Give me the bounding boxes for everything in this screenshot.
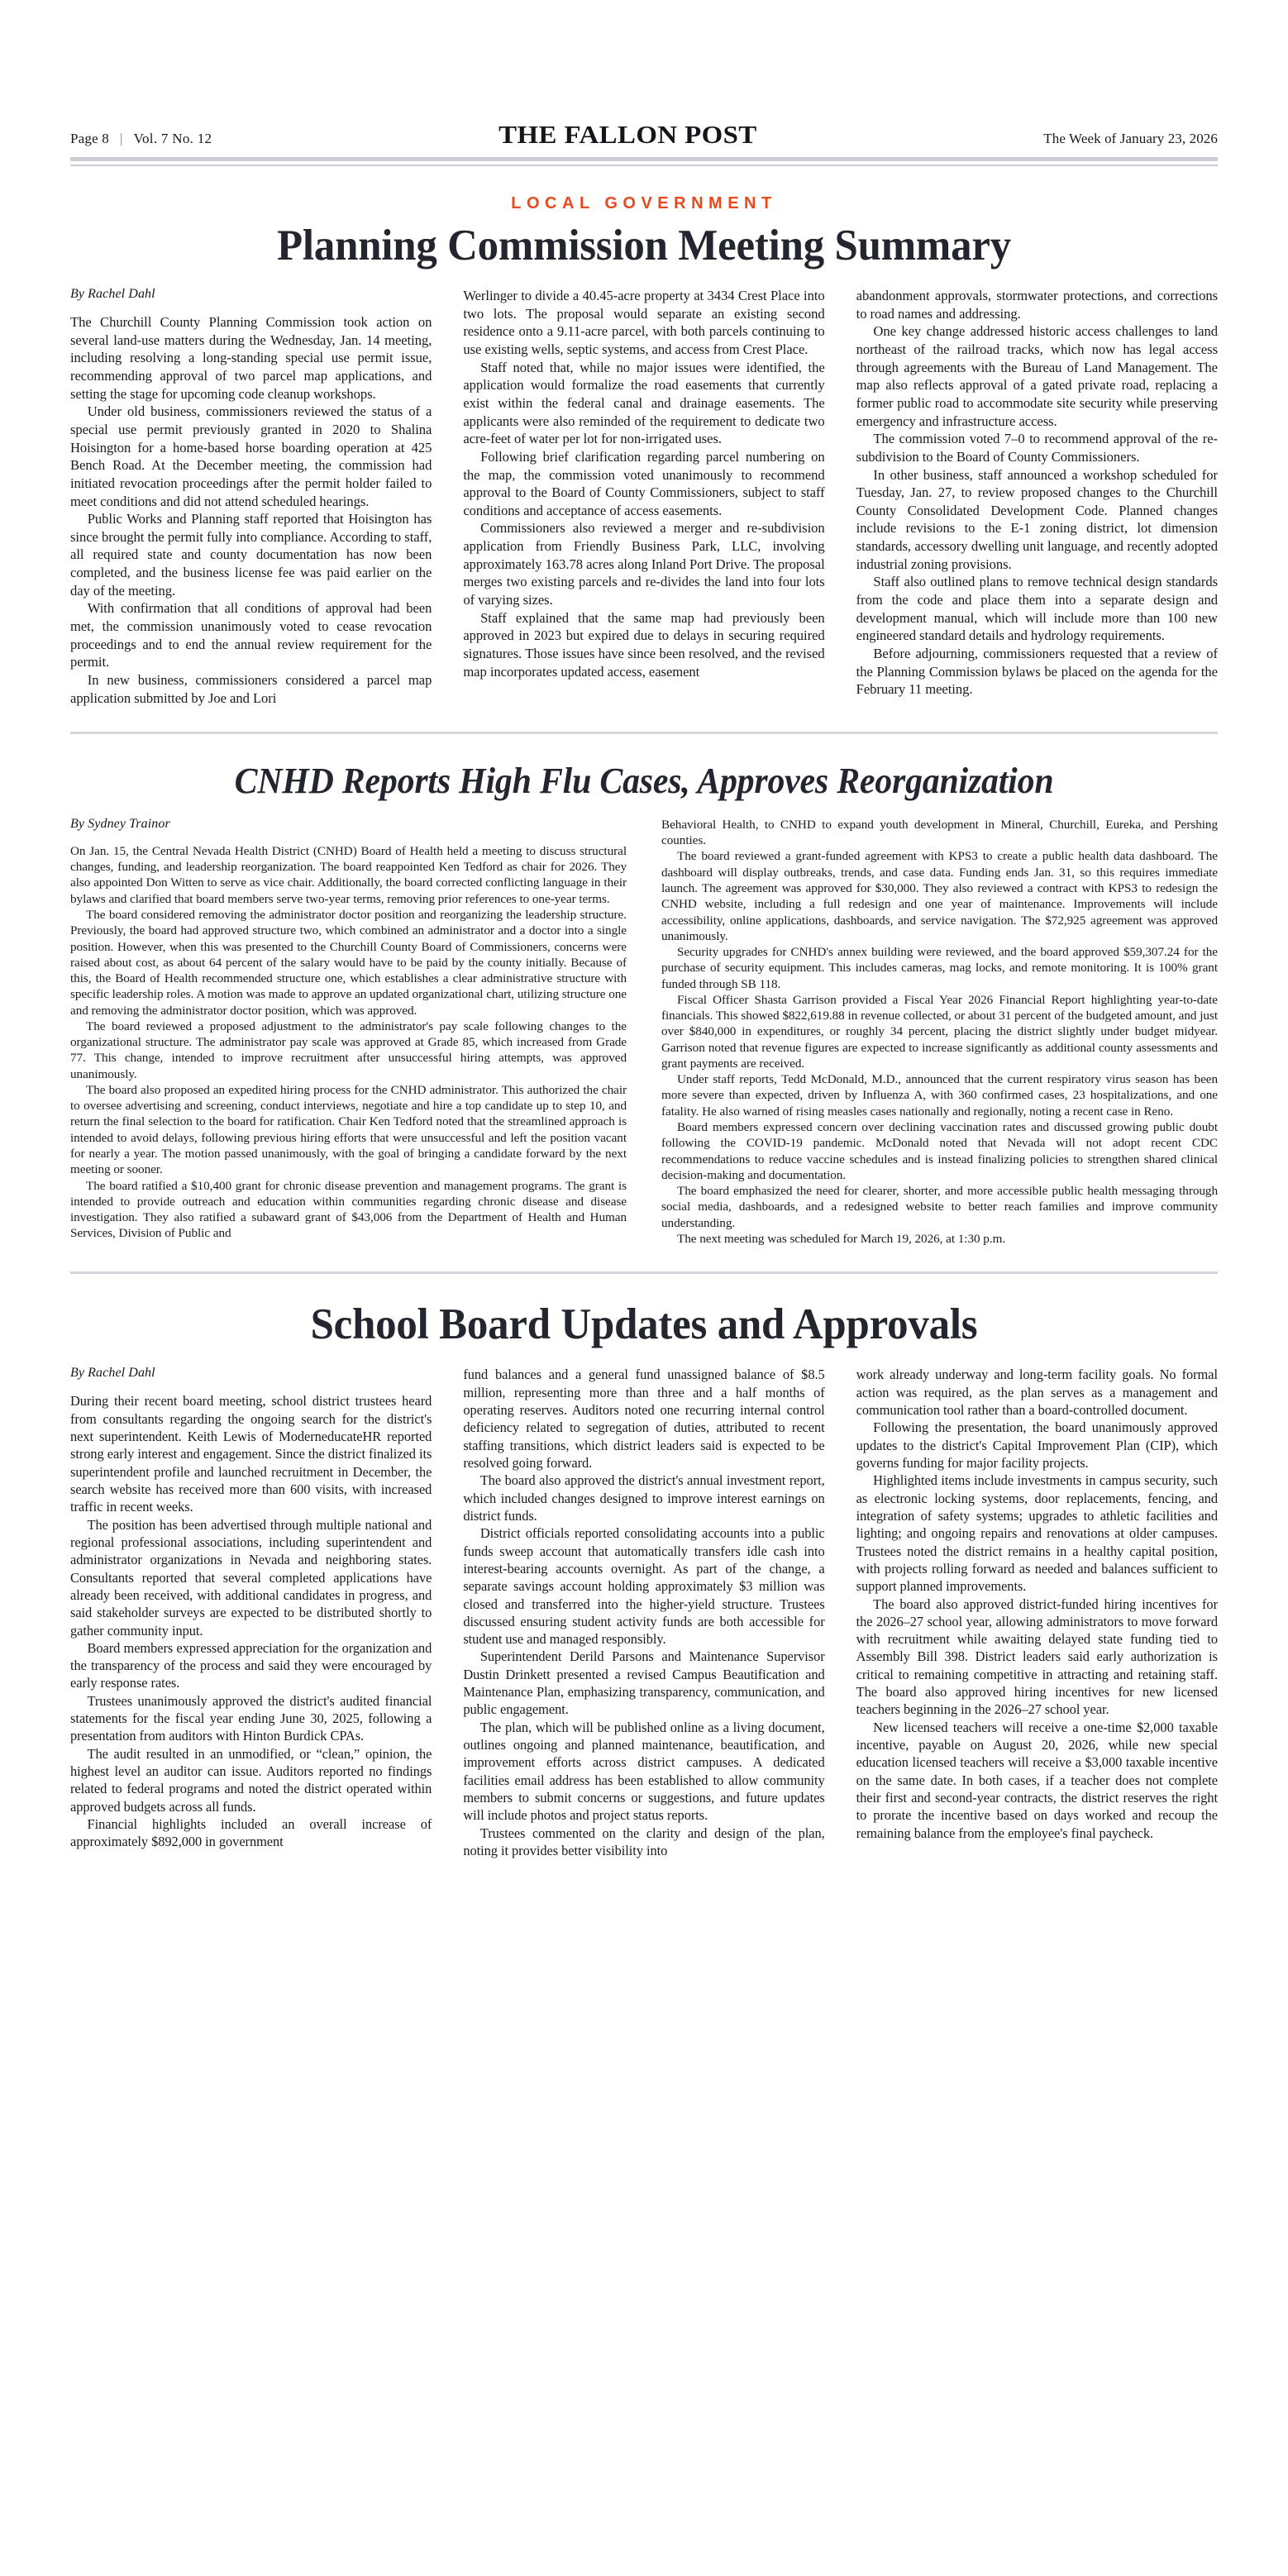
paragraph: The commission voted 7–0 to recommend approval of the re-subdivision to the Board of County Commissioners. (856, 431, 1218, 465)
issue-date: The Week of January 23, 2026 (1043, 131, 1218, 146)
paragraph: Following brief clarification regarding parcel numbering on the map, the commission voted unanimously to recommend approval to the Board of County Commissioners, subject to staff conditions and acceptance of access easements. (463, 448, 825, 518)
paragraph: Board members expressed concern over declining vaccination rates and discussed growing public doubt following the COVID-19 pandemic. McDonald noted that Nevada will not adopt recent CDC recommendations to reduce vaccine schedules and is instead finalizing policies to strengthen shared clinical decision-making and documentation. (661, 1120, 1218, 1182)
paragraph: abandonment approvals, stormwater protections, and corrections to road names and addressing. (856, 288, 1218, 322)
paragraph: Security upgrades for CNHD's annex building were reviewed, and the board approved $59,307.24 for the purchase of security equipment. This includes cameras, mag locks, and remote monitoring. It is 100% grant funded through SB 118. (661, 945, 1218, 991)
paragraph: The plan, which will be published online as a living document, outlines ongoing and planned maintenance, beautification, and improvement efforts across district campuses. A dedicated facilities email address has been established to allow community members to submit concerns or suggestions, and future updates will include photos and project status reports. (463, 1719, 825, 1824)
paragraph: In other business, staff announced a workshop scheduled for Tuesday, Jan. 27, to review proposed changes to the Churchill County Consolidated Development Code. Planned changes include revisions to the E-1 zoning district, lot dimension standards, accessory dwelling unit language, and recently adopted industrial zoning provisions. (856, 466, 1218, 572)
article-cnhd (70, 762, 1218, 1247)
page-folio (70, 0, 1218, 148)
article-headline: Planning Commission Meeting Summary (277, 222, 1011, 270)
paragraph: Commissioners also reviewed a merger and re-subdivision application from Friendly Business Park, LLC, involving approximately 163.78 acres along Inland Port Drive. The proposal merges two existing parcels and re-divides the land into four lots of varying sizes. (463, 520, 825, 608)
paragraph: Board members expressed appreciation for the organization and the transparency of the process and said they were encouraged by early response rates. (70, 1639, 432, 1691)
article-byline: By Rachel Dahl (70, 1366, 155, 1381)
section-divider-2 (70, 1271, 1218, 1274)
article-column-1 (70, 287, 432, 707)
paragraph: New licensed teachers will receive a one-time $2,000 taxable incentive, payable on August 20, 2026, while new special education licensed teachers will receive a $3,000 taxable incentive on the same date. In both cases, if a teacher does not complete their first and second-year contracts, the district reserves the right to prorate the incentive based on days worked and recoup the remaining balance from the employee's final paycheck. (856, 1719, 1218, 1841)
masthead-rule-thin (70, 165, 1218, 166)
paragraph: The next meeting was scheduled for March 19, 2026, at 1:30 p.m. (677, 1231, 1006, 1246)
paragraph: The board ratified a $10,400 grant for chronic disease prevention and management programs. The grant is intended to provide outreach and education within communities regarding chronic disease and disease investigation. They also ratified a subaward grant of $43,006 from the Department of Health and Human Services, Division of Public and (70, 1178, 627, 1241)
paragraph: The Churchill County Planning Commission took action on several land-use matters during the Wednesday, Jan. 14 meeting, including resolving a long-standing special use permit issue, recommending approval of two parcel map applications, and setting the stage for upcoming code cleanup workshops. (70, 314, 432, 402)
paragraph: Under staff reports, Tedd McDonald, M.D., announced that the current respiratory virus season has been more severe than expected, driven by Influenza A, with 360 confirmed cases, 23 hospitalizations, and one fatality. He also warned of rising measles cases nationally and regionally, noting a recent case in Reno. (661, 1072, 1218, 1119)
paragraph: The position has been advertised through multiple national and regional professional associations, including superintendent and administrator organizations in Nevada and neighboring states. Consultants reported that several completed applications have already been received, with additional candidates in progress, and said stakeholder surveys are expected to be distributed shortly to gather community input. (70, 1516, 432, 1639)
article-column-2 (661, 817, 1218, 1247)
folio-left (70, 131, 212, 147)
article-column-1 (70, 817, 627, 1247)
paragraph: Staff also outlined plans to remove technical design standards from the code and place them into a separate design and development manual, which will include more than 100 new engineered standard details and hydrology requirements. (856, 574, 1218, 644)
article-columns (70, 817, 1218, 1247)
paragraph: One key change addressed historic access challenges to land northeast of the railroad tracks, which now has legal access through agreements with the Bureau of Land Management. The map also reflects approval of a gated private road, replacing a former public road to accommodate site security while preserving emergency and infrastructure access. (856, 323, 1218, 429)
paragraph: On Jan. 15, the Central Nevada Health District (CNHD) Board of Health held a meeting to discuss structural changes, funding, and leadership reorganization. The board reappointed Ken Tedford as chair for 2026. They also appointed Don Witten to serve as vice chair. Additionally, the board corrected conflicting language in their bylaws and clarified that board members serve two-year terms, removing prior references to one-year terms. (70, 843, 627, 906)
paragraph: Financial highlights included an overall increase of approximately $892,000 in government (70, 1816, 432, 1850)
paragraph: Trustees commented on the clarity and design of the plan, noting it provides better visibility into (463, 1825, 825, 1859)
volume-issue: Vol. 7 No. 12 (133, 131, 212, 146)
article-school-board (70, 1302, 1218, 1859)
article-byline: By Rachel Dahl (70, 287, 155, 302)
paragraph: The board emphasized the need for clearer, shorter, and more accessible public health messaging through social media, dashboards, and a redesigned website to better reach families and improve community understanding. (661, 1184, 1218, 1230)
masthead-title: THE FALLON POST (499, 120, 757, 149)
paragraph: District officials reported consolidating accounts into a public funds sweep account that automatically transfers idle cash into interest-bearing accounts overnight. As part of the change, a separate savings account holding approximately $3 million was closed and transferred into the higher-yield structure. Trustees discussed ensuring student activity funds are both accessible for student use and managed responsibly. (463, 1525, 825, 1648)
paragraph: Behavioral Health, to CNHD to expand youth development in Mineral, Churchill, Eureka, and Pershing counties. (661, 817, 1218, 848)
paragraph: Staff explained that the same map had previously been approved in 2023 but expired due to delays in securing required signatures. Those issues have since been resolved, and the revised map incorporates updated access, easement (463, 609, 825, 680)
paragraph: The board considered removing the administrator doctor position and reorganizing the leadership structure. Previously, the board had approved structure two, which combined an administrator and a doctor into a single position. However, when this was presented to the Churchill County Board of Commissioners, concerns were raised about cost, as about 64 percent of the salary would have to be paid by the county initially. Because of this, the Board of Health recommended structure one, which establishes a clear administrative structure with specific leadership roles. A motion was made to approve an updated organizational chart, utilizing structure one and removing the administrator doctor position, which was approved. (70, 908, 627, 1018)
article-headline: School Board Updates and Approvals (310, 1300, 978, 1349)
article-column-2 (463, 1366, 824, 1859)
paragraph: Following the presentation, the board unanimously approved updates to the district's Capital Improvement Plan (CIP), which governs funding for major facility projects. (856, 1419, 1218, 1471)
folio-separator: | (120, 131, 123, 146)
article-column-3 (856, 1366, 1218, 1859)
paragraph: The audit resulted in an unmodified, or “clean,” opinion, the highest level an auditor can issue. Auditors reported no findings related to federal programs and noted the district operated within approved budgets across all funds. (70, 1745, 432, 1815)
paragraph: During their recent board meeting, school district trustees heard from consultants regarding the ongoing search for the district's next superintendent. Keith Lewis of ModerneducateHR reported strong early interest and engagement. Since the district finalized its superintendent profile and launched recruitment in December, the search website has received more than 600 visits, with increased traffic in recent weeks. (70, 1393, 432, 1515)
article-planning-commission (70, 194, 1218, 707)
paragraph: The board also approved the district's annual investment report, which included changes designed to improve interest earnings on district funds. (463, 1472, 825, 1524)
paragraph: Werlinger to divide a 40.45-acre property at 3434 Crest Place into two lots. The proposal would separate an existing second residence onto a 9.11-acre parcel, with both parcels continuing to use existing wells, septic systems, and access from Crest Place. (463, 288, 825, 358)
article-byline: By Sydney Trainor (70, 816, 170, 831)
paragraph: Highlighted items include investments in campus security, such as electronic locking systems, door replacements, fencing, and integration of safety systems; upgrades to athletic facilities and lighting; and ongoing repairs and renovations at older campuses. Trustees noted the district remains in a healthy capital position, with projects rolling forward as needed and balances sufficient to support planned improvements. (856, 1472, 1218, 1595)
article-column-2 (463, 287, 824, 707)
article-column-1 (70, 1366, 432, 1859)
paragraph: In new business, commissioners considered a parcel map application submitted by Joe and Lori (70, 671, 432, 706)
paragraph: Trustees unanimously approved the district's audited financial statements for the fiscal year ending June 30, 2025, following a presentation from auditors with Hinton Burdick CPAs. (70, 1692, 432, 1744)
article-column-3 (856, 287, 1218, 707)
paragraph: Superintendent Derild Parsons and Maintenance Supervisor Dustin Drinkett presented a revised Campus Beautification and Maintenance Plan, emphasizing transparency, communication, and public engagement. (463, 1648, 825, 1718)
paragraph: With confirmation that all conditions of approval had been met, the commission unanimously voted to cease revocation proceedings and to end the annual review requirement for the permit. (70, 600, 432, 670)
section-divider-1 (70, 732, 1218, 734)
article-headline: CNHD Reports High Flu Cases, Approves Reorganization (234, 761, 1054, 802)
article-kicker: LOCAL GOVERNMENT (511, 194, 777, 212)
paragraph: The board reviewed a grant-funded agreement with KPS3 to create a public health data dashboard. The dashboard will display outbreaks, trends, and case data. Funding ends Jan. 31, so this requires immediate launch. The agreement was approved for $30,000. They also reviewed a contract with KPS3 to redesign the CNHD website, including a full redesign and one year of maintenance. Improvements will include accessibility, online applications, dashboards, and service navigation. The $72,925 agreement was approved unanimously. (661, 849, 1218, 943)
paragraph: fund balances and a general fund unassigned balance of $8.5 million, representing more than three and a half months of operating reserves. Auditors noted one recurring internal control deficiency related to segregation of duties, attributed to recent staffing transitions, which district leaders said is expected to be resolved going forward. (463, 1367, 825, 1471)
paragraph: Public Works and Planning staff reported that Hoisington has since brought the permit fully into compliance. According to staff, all required state and county documentation has now been completed, and the business license fee was paid earlier on the day of the meeting. (70, 511, 432, 599)
page-number: Page 8 (70, 131, 109, 146)
paragraph: The board reviewed a proposed adjustment to the administrator's pay scale following changes to the organizational structure. The administrator pay scale was approved at Grade 85, which increased from Grade 77. This change, intended to improve recruitment after unsuccessful hiring attempts, was approved unanimously. (70, 1018, 627, 1081)
article-columns (70, 287, 1218, 707)
paragraph: work already underway and long-term facility goals. No formal action was required, as the plan serves as a management and communication tool rather than a board-controlled document. (856, 1367, 1218, 1418)
paragraph: The board also proposed an expedited hiring process for the CNHD administrator. This authorized the chair to oversee advertising and screening, conduct interviews, negotiate and hire a top candidate up to step 10, and return the final selection to the board for ratification. Chair Ken Tedford noted that the streamlined approach is intended to avoid delays, following previous hiring efforts that were unsuccessful and left the position vacant for nearly a year. The motion passed unanimously, with the goal of bringing a candidate forward by the next meeting or sooner. (70, 1082, 627, 1177)
article-columns (70, 1366, 1218, 1859)
paragraph: Under old business, commissioners reviewed the status of a special use permit previously granted in 2020 to Shalina Hoisington for a home-based horse boarding operation at 425 Bench Road. At the December meeting, the commission had initiated revocation proceedings after the permit holder failed to meet conditions and did not attend scheduled hearings. (70, 403, 432, 509)
masthead-rule-thick (70, 157, 1218, 161)
paragraph: Before adjourning, commissioners requested that a review of the Planning Commission bylaws be placed on the agenda for the February 11 meeting. (856, 645, 1218, 698)
paragraph: Staff noted that, while no major issues were identified, the application would formalize the road easements that currently exist within the federal canal and drainage easements. The applicants were also reminded of the requirement to dedicate two acre-feet of water per lot for non-irrigated uses. (463, 359, 825, 447)
paragraph: Fiscal Officer Shasta Garrison provided a Fiscal Year 2026 Financial Report highlighting year-to-date financials. This showed $822,619.88 in revenue collected, or about 31 percent of the budgeted amount, and just over $840,000 in expenditures, or roughly 34 percent, placing the district slightly under budget midyear. Garrison noted that revenue figures are expected to increase significantly as additional county assessments and grant payments are received. (661, 992, 1218, 1071)
paragraph: The board also approved district-funded hiring incentives for the 2026–27 school year, allowing administrators to move forward with recruitment while awaiting delayed state funding tied to Assembly Bill 398. District leaders said early authorization is critical to remaining competitive in attracting and retaining staff. The board also approved hiring incentives for new licensed teachers beginning in the 2026–27 school year. (856, 1596, 1218, 1718)
